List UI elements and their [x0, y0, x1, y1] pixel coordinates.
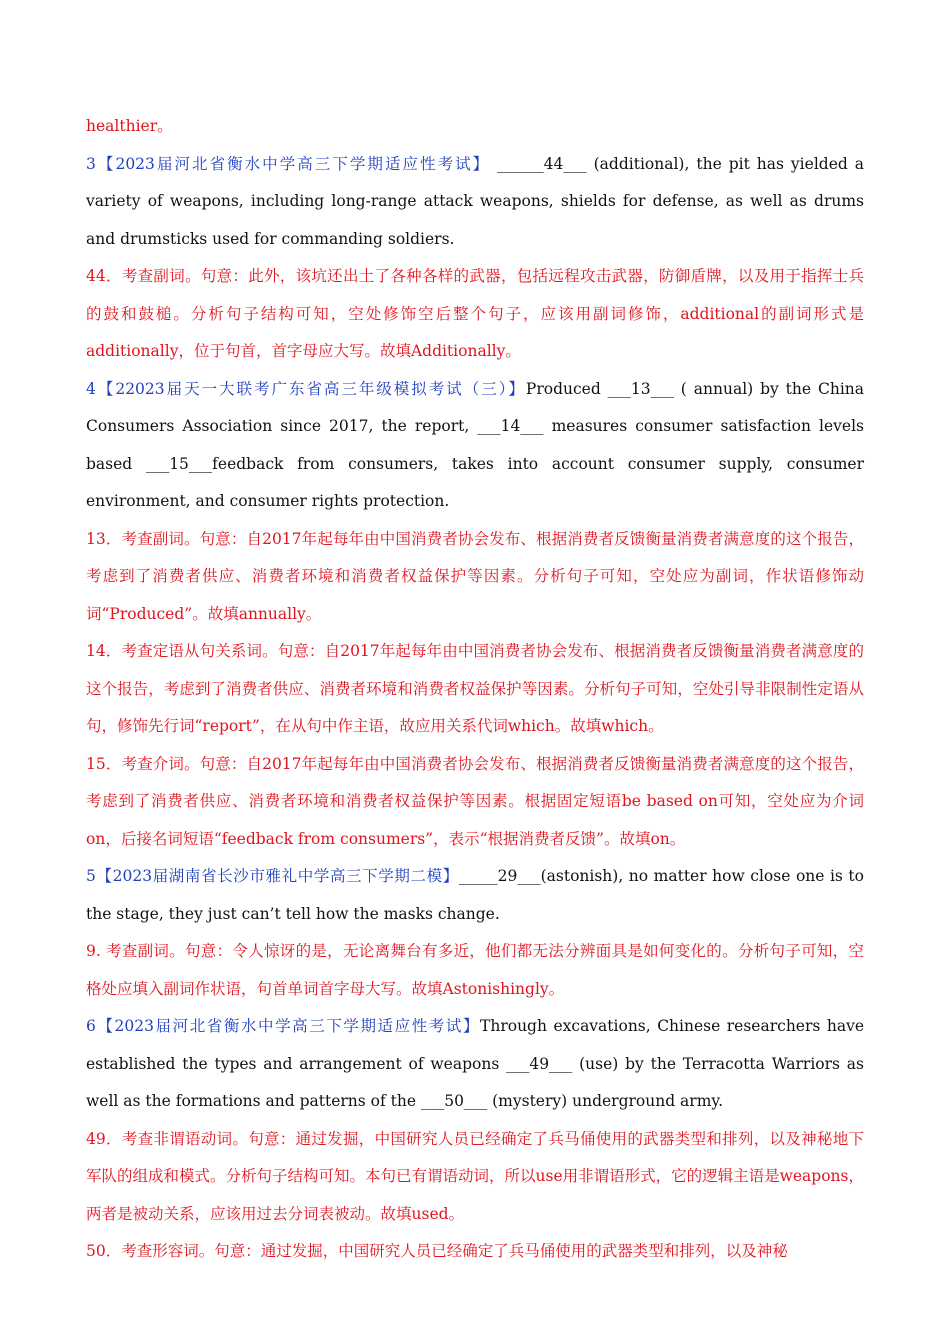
- question-source: 【2023届河北省衡水中学高三下学期适应性考试】: [95, 1017, 481, 1035]
- answer-49: 49．考查非谓语动词。句意：通过发掘，中国研究人员已经确定了兵马俑使用的武器类型和排列，以及神秘地下军队的组成和模式。分析句子结构可知。本句已有谓语动词，所以use用非谓语形式，它的逻辑主语是weapons，两者是被动关系，应该用过去分词表被动。故填used。: [86, 1129, 864, 1223]
- question-5: [86, 858, 864, 933]
- answer-44: 44．考查副词。句意：此外，该坑还出土了各种各样的武器，包括远程攻击武器，防御盾牌，以及用于指挥士兵的鼓和鼓槌。分析句子结构可知，空处修饰空后整个句子，应该用副词修饰，additional的副词形式是additionally，位于句首，首字母应大写。故填Additionally。: [86, 267, 864, 360]
- question-source: 【2023届湖南省长沙市雅礼中学高三下学期二模】: [95, 867, 459, 885]
- document-page: [86, 108, 864, 1271]
- question-text: _____29___(astonish), no matter how close one is to the stage, they just can’t tell how the masks change.: [86, 867, 864, 923]
- question-text: ______44___ (additional), the pit has yielded a variety of weapons, including long-range attack weapons, shields for defense, as well as drums and drumsticks used for commanding soldiers.: [86, 154, 864, 248]
- question-number: 6: [86, 1017, 96, 1035]
- question-number: 4: [86, 379, 96, 398]
- answer-14: 14．考查定语从句关系词。句意：自2017年起每年由中国消费者协会发布、根据消费者反馈衡量消费者满意度的这个报告，考虑到了消费者供应、消费者环境和消费者权益保护等因素。分析句子可知，空处引导非限制性定语从句，修饰先行词“report”，在从句中作主语，故应用关系代词which。故填which。: [86, 642, 864, 735]
- question-3: [86, 146, 864, 259]
- question-text: Produced ___13___ ( annual) by the China Consumers Association since 2017, the report, ___14___ measures consumer satisfaction levels based ___15___feedback from consumers, takes into account consumer supply, consumer environment, and consumer rights protection.: [86, 379, 864, 510]
- question-source: 【2023届河北省衡水中学高三下学期适应性考试】: [95, 154, 491, 173]
- answer-9: 9. 考查副词。句意：令人惊讶的是，无论离舞台有多近，他们都无法分辨面具是如何变化的。分析句子可知，空格处应填入副词作状语，句首单词首字母大写。故填Astonishingly。: [86, 942, 864, 998]
- answer-13: 13．考查副词。句意：自2017年起每年由中国消费者协会发布、根据消费者反馈衡量消费者满意度的这个报告，考虑到了消费者供应、消费者环境和消费者权益保护等因素。分析句子可知，空处应为副词，作状语修饰动词“Produced”。故填annually。: [86, 529, 864, 623]
- answer-healthier: healthier。: [86, 117, 173, 135]
- question-source: 【22023届天一大联考广东省高三年级模拟考试（三）】: [95, 379, 526, 398]
- question-4: [86, 371, 864, 521]
- question-text: Through excavations, Chinese researchers have established the types and arrangement of weapons ___49___ (use) by the Terracotta Warriors as well as the formations and patterns of the ___50___ (mystery) underground army.: [86, 1017, 864, 1110]
- question-number: 3: [86, 154, 96, 173]
- answer-15: 15．考查介词。句意：自2017年起每年由中国消费者协会发布、根据消费者反馈衡量消费者满意度的这个报告，考虑到了消费者供应、消费者环境和消费者权益保护等因素。根据固定短语be based on可知，空处应为介词on，后接名词短语“feedback from consumers”，表示“根据消费者反馈”。故填on。: [86, 754, 864, 848]
- question-number: 5: [86, 867, 96, 885]
- answer-50: 50．考查形容词。句意：通过发掘，中国研究人员已经确定了兵马俑使用的武器类型和排列，以及神秘: [86, 1242, 788, 1260]
- question-6: [86, 1008, 864, 1121]
